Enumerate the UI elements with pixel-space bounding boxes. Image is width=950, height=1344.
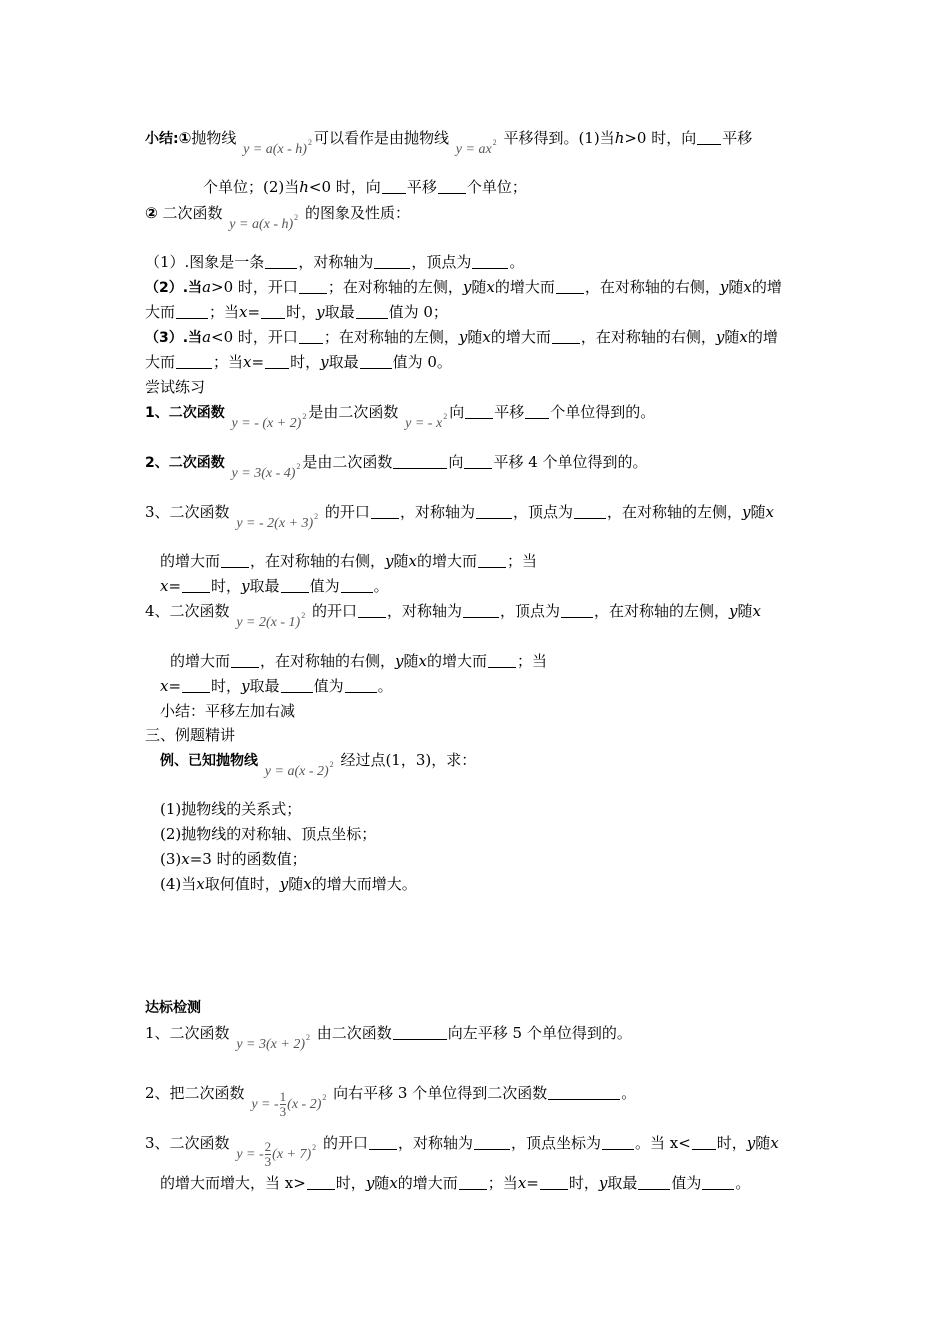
practice-q3-line-3 <box>160 576 389 596</box>
text: 随 <box>374 1174 390 1192</box>
text: 取何值时， <box>204 875 280 893</box>
formula-vertex-form <box>243 133 312 160</box>
text: ，在对称轴的左侧， <box>594 602 730 620</box>
var-y: y <box>458 328 468 346</box>
formula-text: y = a(x - 2) <box>264 764 329 779</box>
practice-q1 <box>145 402 655 434</box>
blank[interactable] <box>261 304 285 319</box>
blank[interactable] <box>602 1135 634 1150</box>
blank[interactable] <box>393 454 447 469</box>
var-y: y <box>598 1174 608 1192</box>
blank[interactable] <box>459 1175 487 1190</box>
blank[interactable] <box>638 1175 670 1190</box>
formula <box>236 1028 310 1055</box>
text: ，在对称轴的右侧， <box>260 652 396 670</box>
text: 时， <box>568 1174 599 1192</box>
formula-text: y = - <box>251 1097 279 1112</box>
text: 平移 <box>722 129 753 147</box>
text: 随 <box>393 552 409 570</box>
text: ；在对称轴的左侧， <box>327 278 463 296</box>
formula-text: y = a(x - h) <box>243 142 307 157</box>
blank[interactable] <box>265 354 289 369</box>
text: 。 <box>373 577 389 595</box>
blank[interactable] <box>221 553 249 568</box>
example-item-4 <box>160 874 417 894</box>
practice-summary: 小结：平移左加右减 <box>160 702 296 720</box>
text: 随 <box>467 328 483 346</box>
text: 1、二次函数 <box>145 1024 230 1042</box>
blank[interactable] <box>374 254 410 269</box>
text: 值为 0。 <box>392 353 452 371</box>
text: 随 <box>724 328 740 346</box>
text: 平移 <box>406 178 437 196</box>
blank[interactable] <box>478 553 506 568</box>
text: ，顶点为 <box>500 602 561 620</box>
text: 可以看作是由抛物线 <box>313 129 449 147</box>
text: 的增大而 <box>160 552 221 570</box>
text: (4)当 <box>160 875 197 893</box>
formula-vertex-form <box>229 208 298 235</box>
example-item-2: (2)抛物线的对称轴、顶点坐标； <box>160 825 377 843</box>
exponent: 2 <box>492 138 497 147</box>
blank[interactable] <box>556 279 584 294</box>
text: ；当 <box>517 652 548 670</box>
summary-line-3 <box>145 203 410 235</box>
text: ；当 <box>487 1174 518 1192</box>
denominator: 3 <box>264 1154 272 1170</box>
text: 时， <box>716 1134 747 1152</box>
blank[interactable] <box>472 254 508 269</box>
text: ；在对称轴的左侧， <box>323 328 459 346</box>
text: 、已知抛物线 <box>174 753 258 769</box>
exponent: 2 <box>302 412 307 421</box>
text: <0 时，开口 <box>211 328 298 346</box>
var-x: x <box>160 577 169 595</box>
text: 的增大而 <box>417 552 478 570</box>
var-x: x <box>482 328 491 346</box>
blank[interactable] <box>488 653 516 668</box>
exponent: 2 <box>296 462 301 471</box>
blank[interactable] <box>281 678 313 693</box>
text: 的开口 <box>311 602 357 620</box>
example-label: 例 <box>160 753 174 769</box>
text: 时， <box>211 677 242 695</box>
blank[interactable] <box>299 279 327 294</box>
blank[interactable] <box>182 578 210 593</box>
test-heading: 达标检测 <box>145 1000 201 1016</box>
text: ，在对称轴的右侧， <box>580 328 716 346</box>
text: 个单位； <box>466 178 527 196</box>
var-y: y <box>320 353 329 371</box>
blank[interactable] <box>360 354 392 369</box>
text: 时， <box>286 303 317 321</box>
blank[interactable] <box>176 354 212 369</box>
var-y: y <box>385 552 394 570</box>
text: >0 时，开口 <box>211 278 298 296</box>
exponent: 2 <box>329 760 334 769</box>
text: 随 <box>471 278 487 296</box>
practice-q4-line-3 <box>160 676 393 696</box>
text: = <box>251 353 265 371</box>
text: = <box>168 677 182 695</box>
text: 1、二次函数 <box>145 405 225 421</box>
text: 是由二次函数 <box>308 403 399 421</box>
blank[interactable] <box>307 1175 335 1190</box>
text: （3）.当 <box>145 330 203 346</box>
text: 2、把二次函数 <box>145 1084 245 1102</box>
text: 随 <box>403 652 419 670</box>
text: 是由二次函数 <box>302 453 393 471</box>
blank[interactable] <box>574 504 606 519</box>
text: 向 <box>448 453 464 471</box>
numerator: 2 <box>264 1139 272 1155</box>
text: 3、二次函数 <box>145 1134 230 1152</box>
property-2-line-1 <box>145 277 782 298</box>
text: 取最 <box>249 577 280 595</box>
text: 抛物线 <box>191 129 237 147</box>
var-y: y <box>741 503 751 521</box>
var-x: x <box>486 278 495 296</box>
text: ，在对称轴的右侧， <box>250 552 386 570</box>
var-x: x <box>239 303 248 321</box>
text: 值为 <box>309 577 340 595</box>
practice-q4-line-2 <box>170 651 547 671</box>
exponent: 2 <box>294 213 299 222</box>
var-x: x <box>743 278 752 296</box>
var-x: x <box>418 652 427 670</box>
var-y: y <box>241 677 250 695</box>
var-x: x <box>752 602 762 620</box>
text: 取最 <box>324 303 355 321</box>
text: 个单位；(2)当 <box>203 178 300 196</box>
formula-basic <box>456 133 497 160</box>
blank[interactable] <box>692 1135 716 1150</box>
text: 随 <box>755 1134 771 1152</box>
example-item-3 <box>160 849 307 869</box>
text: 值为 0； <box>388 303 448 321</box>
text: = <box>247 303 261 321</box>
text: 随 <box>737 602 753 620</box>
text: ，顶点为 <box>512 503 573 521</box>
var-y: y <box>279 875 289 893</box>
var-x: x <box>389 1174 398 1192</box>
text: ，对称轴为 <box>387 602 463 620</box>
formula-text: y = 3(x + 2) <box>236 1037 305 1052</box>
exponent: 2 <box>307 138 312 147</box>
var-x: x <box>303 875 312 893</box>
test-q3-line-1 <box>145 1133 779 1169</box>
var-a: a <box>202 328 212 346</box>
var-y: y <box>241 577 250 595</box>
var-y: y <box>715 328 725 346</box>
formula-text: y = 2(x - 1) <box>236 615 301 630</box>
blank[interactable] <box>552 329 580 344</box>
denominator: 3 <box>279 1104 287 1120</box>
summary-line-1 <box>145 128 752 160</box>
text: 的增大而增大，当 x> <box>160 1174 306 1192</box>
text: ，顶点为 <box>411 253 472 271</box>
text: 向左平移 5 个单位得到的。 <box>447 1024 632 1042</box>
var-y: y <box>395 652 404 670</box>
text: 由二次函数 <box>316 1024 392 1042</box>
formula-text: (x - 2) <box>287 1097 322 1112</box>
formula-text: y = - <box>236 1147 264 1162</box>
blank[interactable] <box>393 1025 447 1040</box>
formula <box>265 755 334 782</box>
var-y: y <box>746 1134 756 1152</box>
exponent: 2 <box>312 1143 317 1152</box>
text: 向 <box>449 403 465 421</box>
blank[interactable] <box>540 1175 568 1190</box>
blank[interactable] <box>356 304 388 319</box>
blank[interactable] <box>281 578 309 593</box>
text: 平移 <box>494 403 525 421</box>
var-y: y <box>365 1174 375 1192</box>
var-y: y <box>729 602 738 620</box>
blank[interactable] <box>561 603 593 618</box>
text: 。当 x< <box>634 1134 691 1152</box>
blank[interactable] <box>382 179 406 194</box>
exponent: 2 <box>314 512 319 521</box>
blank[interactable] <box>371 504 399 519</box>
text: 经过点(1，3)，求： <box>340 751 477 769</box>
var-y: y <box>719 278 729 296</box>
practice-q3-line-1 <box>145 502 774 534</box>
text: ；当 <box>507 552 538 570</box>
text: <0 时，向 <box>308 178 381 196</box>
formula <box>251 1088 326 1119</box>
blank[interactable] <box>548 1085 620 1100</box>
blank[interactable] <box>474 1135 510 1150</box>
formula-text: y = - 2(x + 3) <box>236 516 314 531</box>
text: 的增 <box>747 328 778 346</box>
text: 随 <box>750 503 766 521</box>
practice-q2 <box>145 452 648 484</box>
text: 的增大而增大。 <box>311 875 417 893</box>
text: ，在对称轴的左侧， <box>606 503 742 521</box>
formula-text: y = - (x + 2) <box>231 416 302 431</box>
var-h: h <box>299 178 309 196</box>
var-x: x <box>765 503 774 521</box>
formula <box>232 407 307 434</box>
text: ，对称轴为 <box>298 253 374 271</box>
text: ，在对称轴的右侧， <box>584 278 720 296</box>
blank[interactable] <box>358 603 386 618</box>
exponent: 2 <box>301 611 306 620</box>
text: 随 <box>728 278 744 296</box>
text: =3 时的函数值； <box>189 850 307 868</box>
var-x: x <box>196 875 205 893</box>
formula <box>405 407 447 434</box>
text: 取最 <box>328 353 359 371</box>
text: 值为 <box>671 1174 702 1192</box>
var-a: a <box>202 278 212 296</box>
text: 的开口 <box>322 1134 368 1152</box>
text: = <box>168 577 182 595</box>
blank[interactable] <box>265 254 297 269</box>
text: 大而 <box>145 303 176 321</box>
text: = <box>526 1174 539 1192</box>
text: 随 <box>288 875 304 893</box>
var-x: x <box>770 1134 779 1152</box>
text: 取最 <box>249 677 280 695</box>
formula-text: y = a(x - h) <box>229 217 294 232</box>
text: 二次函数 <box>162 204 223 222</box>
test-q2 <box>145 1083 636 1119</box>
text: 4、二次函数 <box>145 602 230 620</box>
blank[interactable] <box>702 1175 734 1190</box>
text: ；当 <box>213 353 244 371</box>
blank[interactable] <box>438 179 466 194</box>
text: 3、二次函数 <box>145 503 230 521</box>
example-section-title: 三、例题精讲 <box>145 726 236 744</box>
property-1 <box>145 252 524 272</box>
var-x: x <box>408 552 417 570</box>
exponent: 2 <box>443 412 448 421</box>
text: （2）.当 <box>145 280 203 296</box>
text: ；当 <box>209 303 240 321</box>
text: 的增大而 <box>170 652 231 670</box>
property-3-line-1 <box>145 327 778 348</box>
text: 取最 <box>607 1174 638 1192</box>
text: ，对称轴为 <box>399 503 475 521</box>
text: 时， <box>335 1174 366 1192</box>
practice-heading: 尝试练习 <box>145 378 206 396</box>
var-h: h <box>614 129 625 147</box>
exponent: 2 <box>305 1033 310 1042</box>
formula <box>236 1138 316 1169</box>
blank[interactable] <box>345 678 377 693</box>
blank[interactable] <box>176 304 208 319</box>
example-item-1: (1)抛物线的关系式； <box>160 800 302 818</box>
text: 的增 <box>751 278 782 296</box>
formula <box>232 457 301 484</box>
text: 个单位得到的。 <box>550 403 656 421</box>
text: 。 <box>377 677 393 695</box>
text: (3) <box>160 850 182 868</box>
text: 大而 <box>145 353 176 371</box>
formula-text: (x + 7) <box>272 1147 312 1162</box>
formula-text: y = - x <box>405 416 443 431</box>
formula <box>236 606 305 633</box>
text: 。 <box>621 1084 637 1102</box>
var-x: x <box>517 1174 527 1192</box>
circle-1: ① <box>178 129 192 147</box>
text: 的增大而 <box>490 328 551 346</box>
text: （1）.图象是一条 <box>145 253 265 271</box>
text: 的增大而 <box>397 1174 458 1192</box>
test-q3-line-2 <box>160 1173 750 1193</box>
text: 的增大而 <box>494 278 555 296</box>
blank[interactable] <box>341 578 373 593</box>
summary-title: 小结: <box>145 131 179 147</box>
property-2-line-2 <box>145 302 448 322</box>
fraction <box>280 1090 287 1119</box>
blank[interactable] <box>465 404 493 419</box>
blank[interactable] <box>464 454 492 469</box>
formula <box>236 507 318 534</box>
exponent: 2 <box>322 1093 327 1102</box>
var-y: y <box>316 303 325 321</box>
blank[interactable] <box>369 1135 397 1150</box>
text: 平移 4 个单位得到的。 <box>493 453 648 471</box>
var-x: x <box>739 328 748 346</box>
blank[interactable] <box>231 653 259 668</box>
practice-q4-line-1 <box>145 601 761 633</box>
text: >0 时，向 <box>624 129 697 147</box>
text: 。 <box>509 253 525 271</box>
text: ，对称轴为 <box>397 1134 473 1152</box>
text: 向右平移 3 个单位得到二次函数 <box>333 1084 548 1102</box>
text: 时， <box>290 353 321 371</box>
text: 的图象及性质： <box>304 204 410 222</box>
text: ，顶点坐标为 <box>510 1134 601 1152</box>
text: 值为 <box>313 677 344 695</box>
text: 2、二次函数 <box>145 455 225 471</box>
text: 时， <box>211 577 242 595</box>
blank[interactable] <box>525 404 549 419</box>
formula-text: y = 3(x - 4) <box>231 466 296 481</box>
numerator: 1 <box>279 1089 287 1105</box>
text: 平移得到。(1)当 <box>503 129 615 147</box>
circle-2: ② <box>145 204 158 222</box>
var-x: x <box>181 850 190 868</box>
var-x: x <box>160 677 169 695</box>
blank[interactable] <box>476 504 512 519</box>
text: 的增大而 <box>427 652 488 670</box>
text: 。 <box>735 1174 751 1192</box>
fraction <box>265 1140 272 1169</box>
summary-line-2 <box>203 177 527 197</box>
var-y: y <box>462 278 472 296</box>
blank[interactable] <box>697 130 721 145</box>
property-3-line-2 <box>145 352 452 372</box>
blank[interactable] <box>299 329 323 344</box>
practice-q3-line-2 <box>160 551 537 571</box>
blank[interactable] <box>182 678 210 693</box>
text: 的开口 <box>324 503 370 521</box>
formula-text: y = ax <box>455 142 492 157</box>
example-statement <box>160 750 476 782</box>
blank[interactable] <box>463 603 499 618</box>
test-q1 <box>145 1023 632 1055</box>
var-x: x <box>243 353 252 371</box>
